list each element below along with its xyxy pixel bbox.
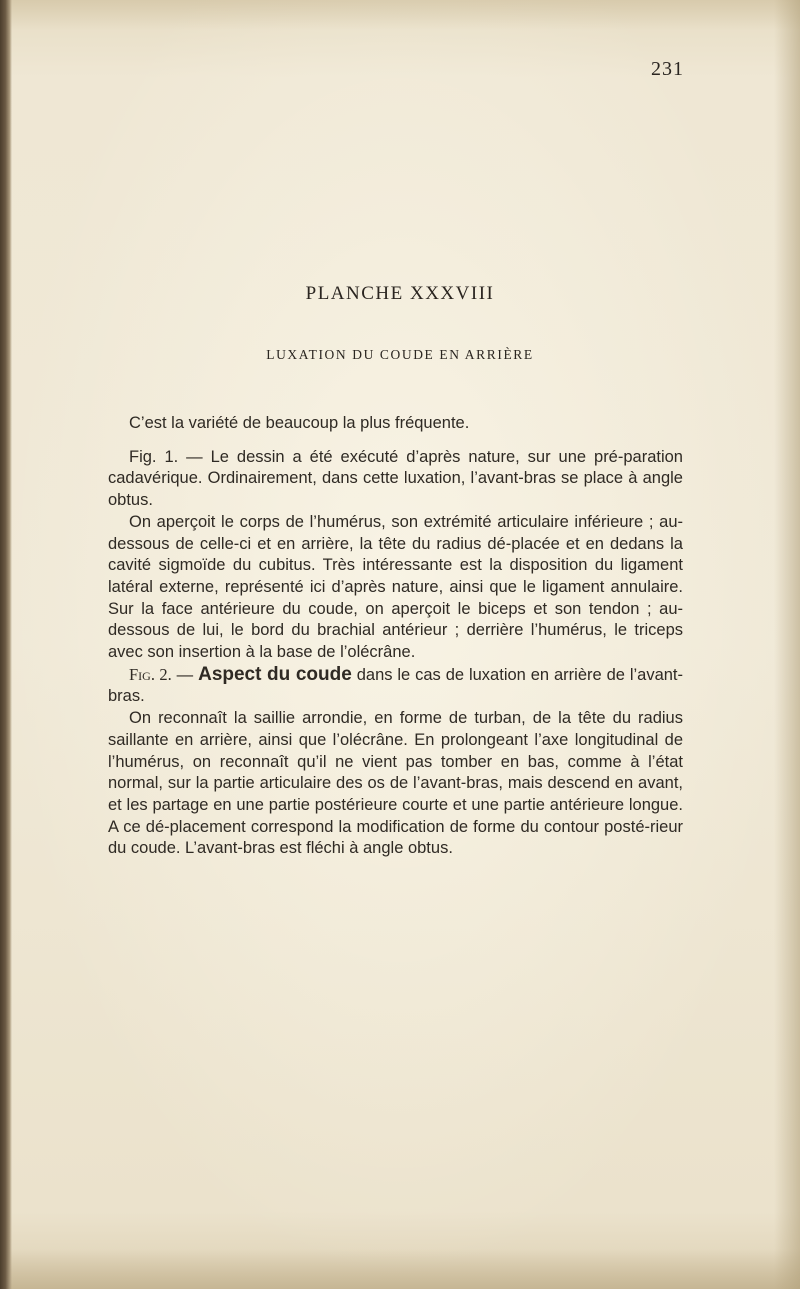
fig1-paragraph (108, 447, 683, 512)
section-subtitle: LUXATION DU COUDE EN ARRIÈRE (266, 347, 534, 362)
book-binding-edge (0, 0, 12, 1289)
plate-title: PLANCHE XXXVIII (305, 283, 495, 304)
fig2-text: dans le cas de luxation en arrière de l’avant-bras. (108, 665, 684, 706)
page-top-shadow (0, 0, 800, 30)
page-bottom-shadow (0, 1249, 800, 1289)
fig2-description-paragraph: On reconnaît la saillie arrondie, en forme de turban, de la tête du radius saillante en arrière, ainsi que l’olécrâne. En prolongeant l’axe longitudinal de l’humérus, on reconnaît qu’il ne vient pas tomber en bas, comme à l’état normal, sur la partie articulaire des os de l’avant-bras, mais descend en avant, et les partage en une partie postérieure courte et une partie antérieure longue. A ce dé-placement correspond la modification de forme du contour posté-rieur du coude. L’avant-bras est fléchi à angle obtus. (108, 709, 683, 858)
fig2-dash: — (171, 665, 199, 684)
page-number: 231 (651, 58, 684, 80)
fig1-label: Fig. 1. (129, 447, 179, 466)
fig2-label: Fig. 2. (129, 664, 172, 684)
body-text (108, 413, 683, 860)
fig1-text: — Le dessin a été exécuté d’après nature, sur une pré-paration cadavérique. Ordinairement, dans cette luxation, l’avant-bras se place à angle obtus. (108, 447, 683, 510)
intro-paragraph: C’est la variété de beaucoup la plus fréquente. (129, 414, 470, 432)
fig1-description-paragraph: On aperçoit le corps de l’humérus, son extrémité articulaire inférieure ; au-dessous de celle-ci et en arrière, la tête du radius dé-placée et en dedans la cavité sigmoïde du cubitus. Très intéressante est la disposition du ligament latéral externe, représenté ici d’après nature, ainsi que le ligament annulaire. Sur la face antérieure du coude, on aperçoit le biceps et son tendon ; au-dessous de lui, le bord du brachial antérieur ; derrière l’humérus, le triceps avec son insertion à la base de l’olécrâne. (108, 512, 683, 662)
fig2-title: Aspect du coude (198, 663, 352, 685)
fig2-paragraph (108, 664, 683, 708)
page-right-edge (774, 0, 800, 1289)
